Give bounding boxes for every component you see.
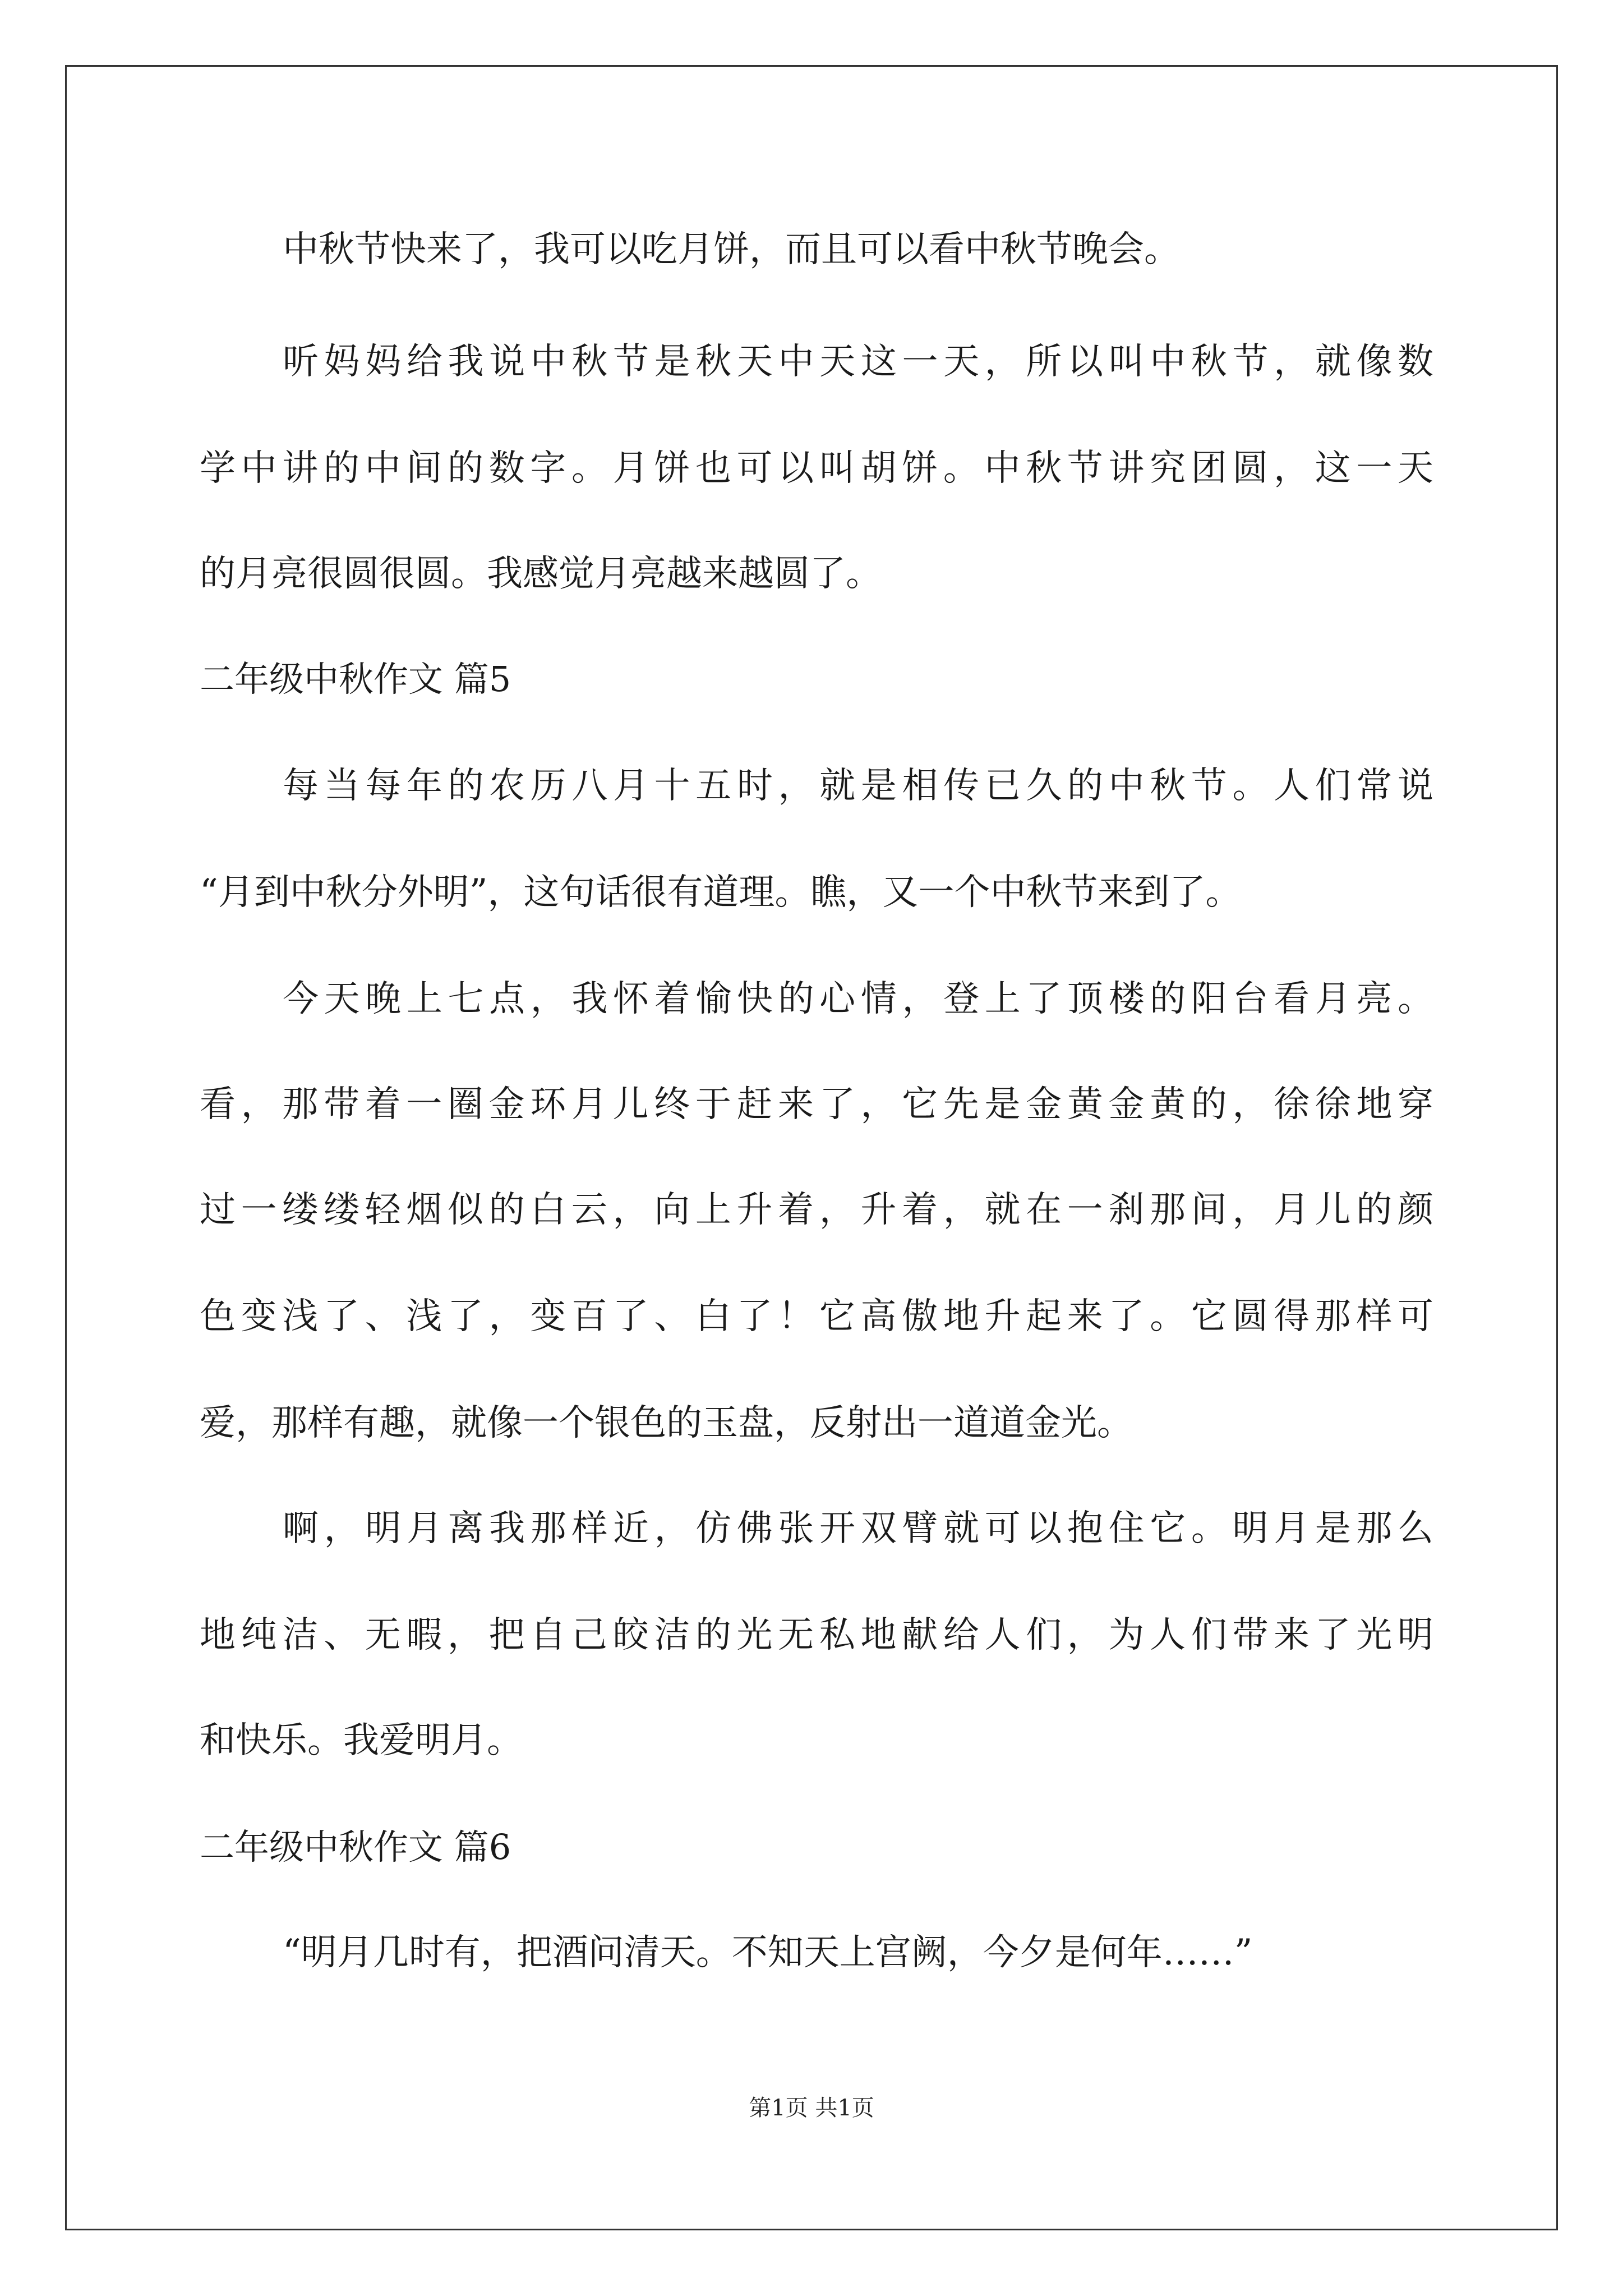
paragraph-line: 色变浅了、浅了，变百了、白了！它高傲地升起来了。它圆得那样可 bbox=[200, 1296, 1433, 1337]
paragraph-line: 爱，那样有趣，就像一个银色的玉盘，反射出一道道金光。 bbox=[200, 1402, 1133, 1444]
page-footer: 第1页 共1页 bbox=[749, 2095, 874, 2121]
paragraph-line: 看，那带着一圈金环月儿终于赶来了，它先是金黄金黄的，徐徐地穿 bbox=[200, 1084, 1433, 1125]
paragraph-line: 和快乐。我爱明月。 bbox=[200, 1720, 523, 1761]
section-heading: 二年级中秋作文 篇5 bbox=[200, 659, 511, 700]
paragraph-line: “月到中秋分外明”，这句话很有道理。瞧，又一个中秋节来到了。 bbox=[200, 872, 1242, 913]
page-frame bbox=[65, 65, 1558, 2230]
paragraph-line: 中秋节快来了，我可以吃月饼，而且可以看中秋节晚会。 bbox=[283, 229, 1180, 270]
paragraph-line: 过一缕缕轻烟似的白云，向上升着，升着，就在一刹那间，月儿的颜 bbox=[200, 1189, 1433, 1231]
section-heading: 二年级中秋作文 篇6 bbox=[200, 1826, 511, 1867]
paragraph-line: 啊，明月离我那样近，仿佛张开双臂就可以抱住它。明月是那么 bbox=[283, 1508, 1433, 1549]
paragraph-line: 学中讲的中间的数字。月饼也可以叫胡饼。中秋节讲究团圆，这一天 bbox=[200, 448, 1433, 489]
paragraph-line: 的月亮很圆很圆。我感觉月亮越来越圆了。 bbox=[200, 553, 882, 595]
paragraph-line: 今天晚上七点，我怀着愉快的心情，登上了顶楼的阳台看月亮。 bbox=[283, 978, 1433, 1020]
paragraph-line: 听妈妈给我说中秋节是秋天中天这一天，所以叫中秋节，就像数 bbox=[283, 341, 1433, 383]
paragraph-line: 每当每年的农历八月十五时，就是相传已久的中秋节。人们常说 bbox=[283, 765, 1433, 807]
paragraph-line: “明月几时有，把酒问清天。不知天上宫阙，今夕是何年……” bbox=[283, 1932, 1253, 1973]
paragraph-line: 地纯洁、无暇，把自己皎洁的光无私地献给人们，为人们带来了光明 bbox=[200, 1614, 1433, 1656]
